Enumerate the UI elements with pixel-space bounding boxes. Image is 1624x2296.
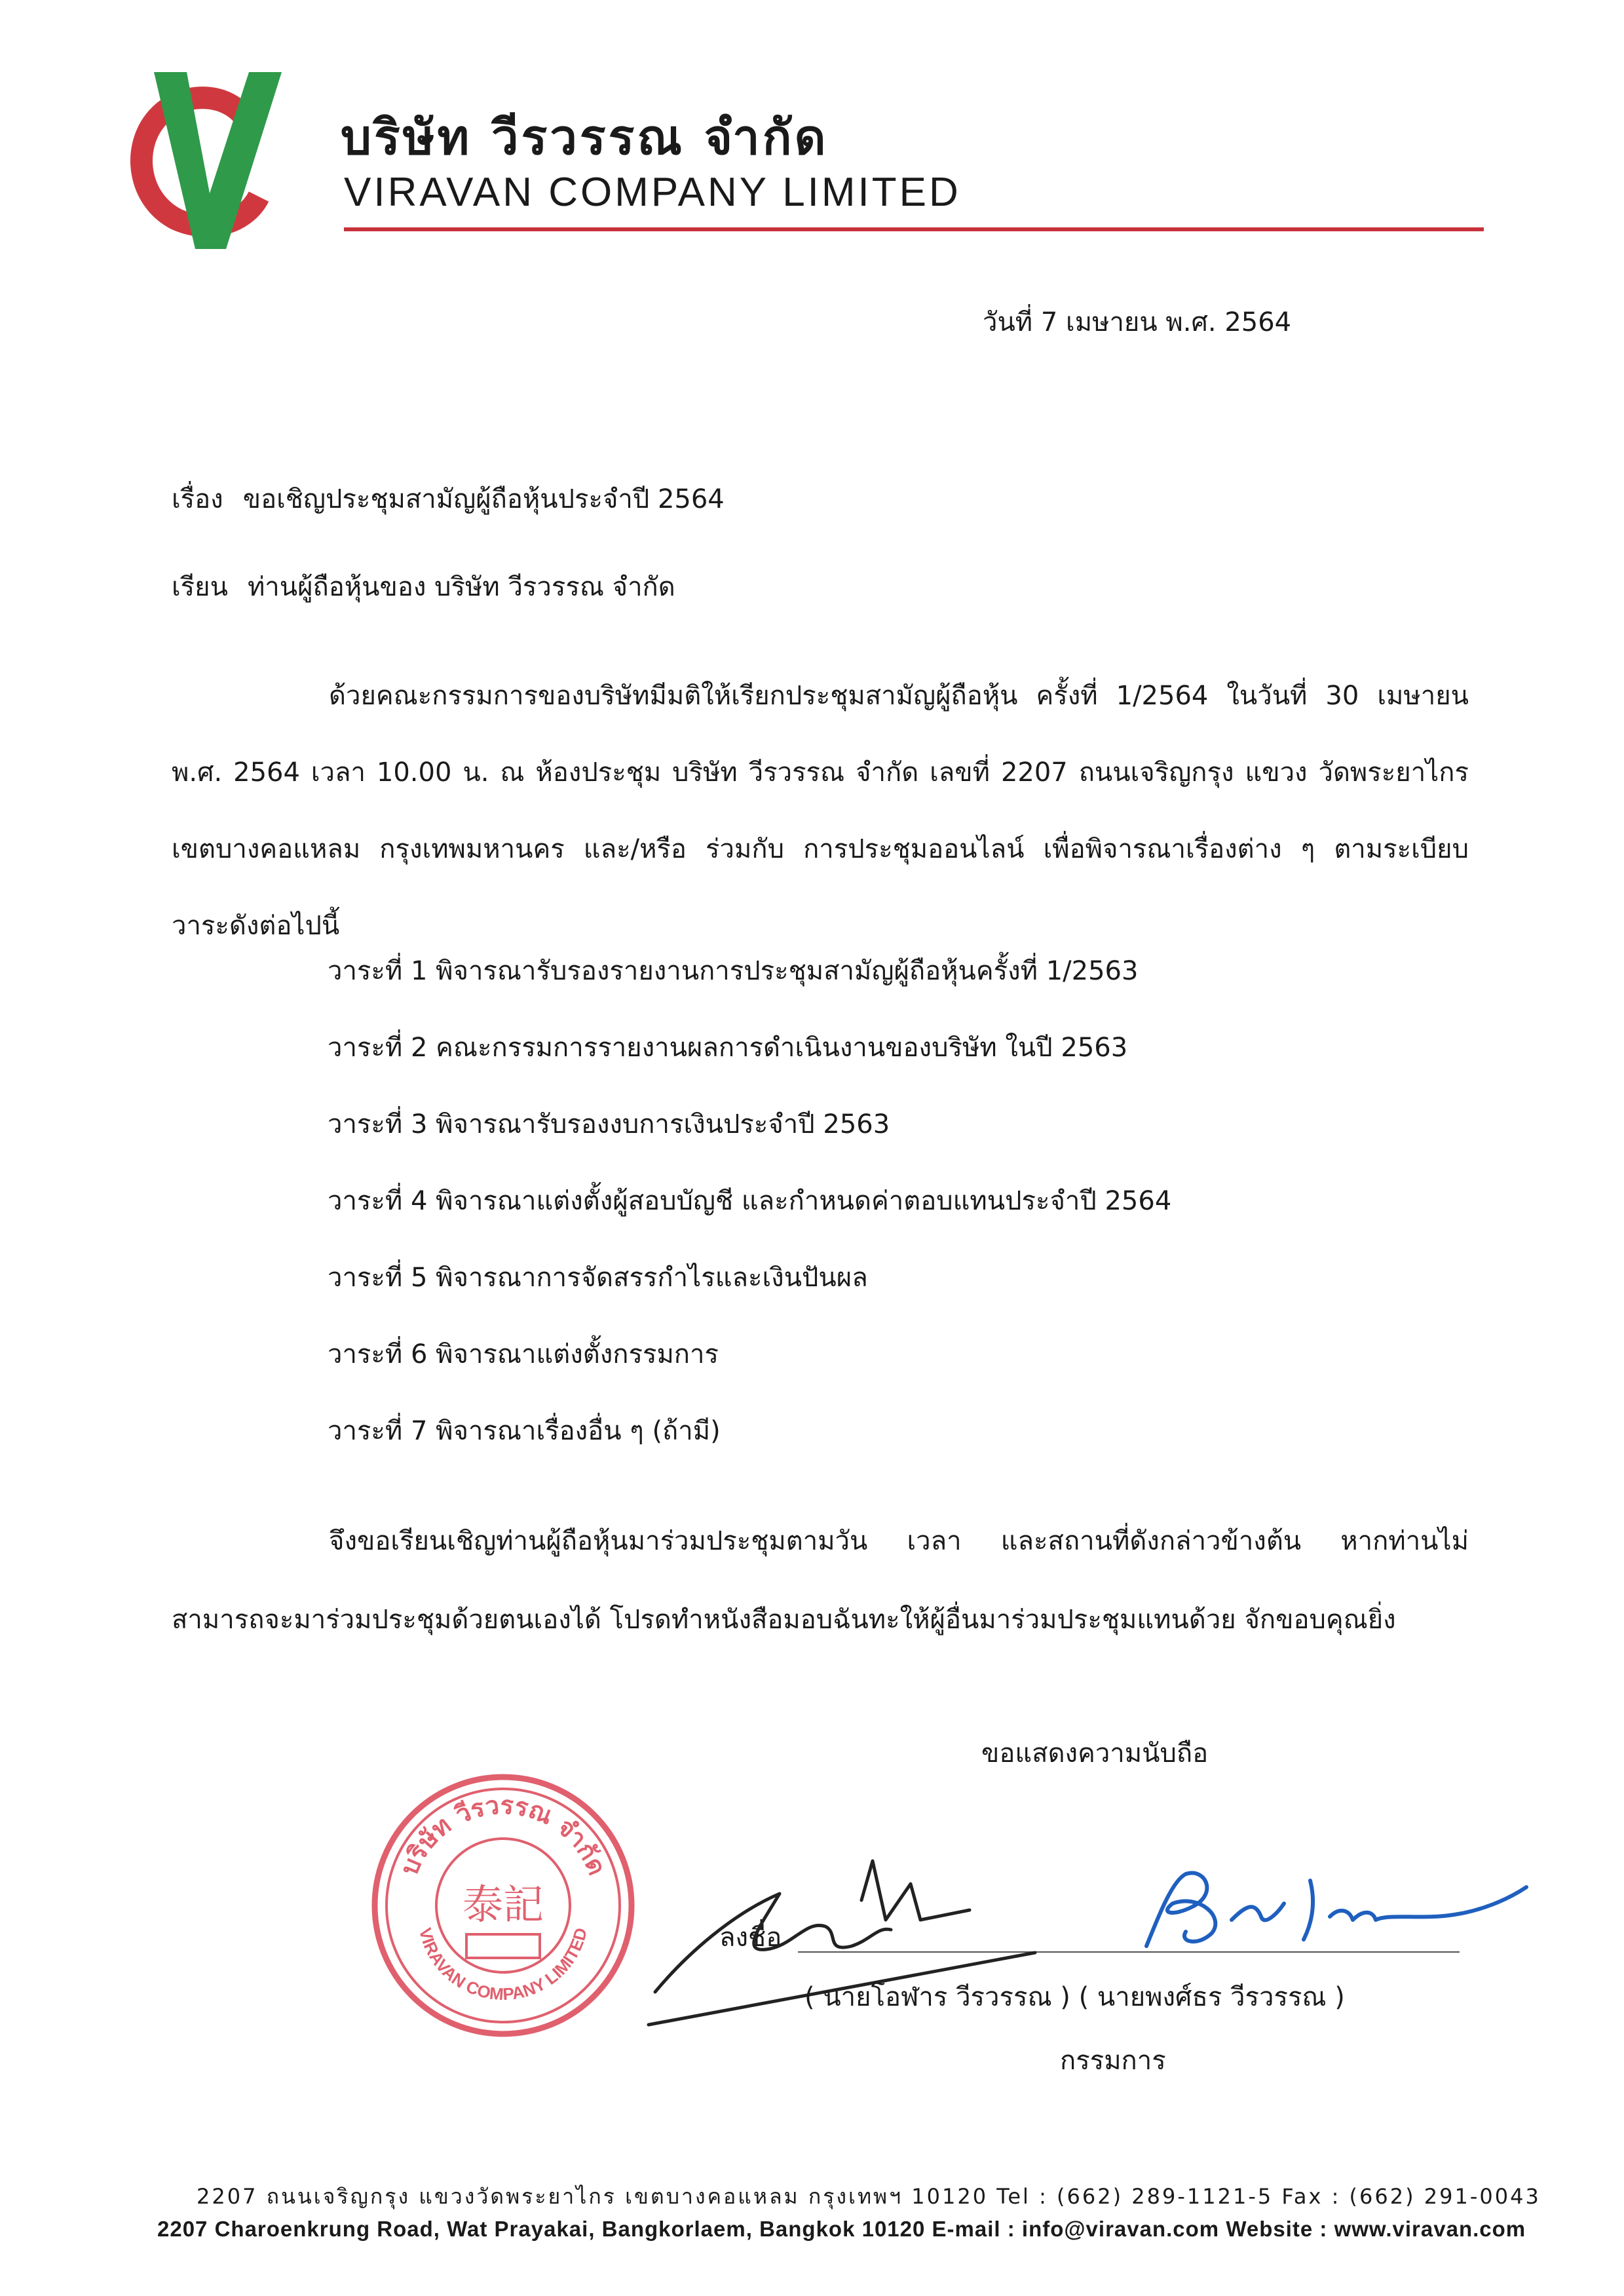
- seal-center-glyphs: 泰記: [462, 1881, 544, 1928]
- closing-paragraph: [172, 1521, 1469, 1679]
- agenda-item: วาระที่ 4 พิจารณาแต่งตั้งผู้สอบบัญชี และกำหนดค่าตอบแทนประจำปี 2564: [328, 1186, 1172, 1216]
- recipient-text: ท่านผู้ถือหุ้นของ บริษัท วีรวรรณ จำกัด: [247, 572, 675, 602]
- paragraph-line: เขตบางคอแหลม กรุงเทพมหานคร และ/หรือ ร่วมกับ การประชุมออนไลน์ เพื่อพิจารณาเรื่องต่าง ๆ ตามระเบียบ: [172, 834, 1469, 864]
- paragraph-line: จึงขอเรียนเชิญท่านผู้ถือหุ้นมาร่วมประชุมตามวัน เวลา และสถานที่ดังกล่าวข้างต้น หากท่านไม่: [329, 1526, 1469, 1556]
- paragraph-line: สามารถจะมาร่วมประชุมด้วยตนเองได้ โปรดทำหนังสือมอบฉันทะให้ผู้อื่นมาร่วมประชุมแทนด้วย จักขอบคุณยิ่ง: [172, 1605, 1396, 1635]
- agenda-item: วาระที่ 6 พิจารณาแต่งตั้งกรรมการ: [328, 1339, 719, 1369]
- footer-address-thai: 2207 ถนนเจริญกรุง แขวงวัดพระยาไกร เขตบางคอแหลม กรุงเทพฯ 10120 Tel : (662) 289-1121-5 Fax : (662) 291-0043: [197, 2184, 1541, 2209]
- seal-text-thai: บริษัท วีรวรรณ จำกัด: [394, 1790, 612, 1880]
- letter-date: วันที่ 7 เมษายน พ.ศ. 2564: [983, 307, 1292, 337]
- agenda-item: วาระที่ 1 พิจารณารับรองรายงานการประชุมสามัญผู้ถือหุ้นครั้งที่ 1/2563: [328, 956, 1139, 986]
- paragraph-line: ด้วยคณะกรรมการของบริษัทมีมติให้เรียกประชุมสามัญผู้ถือหุ้น ครั้งที่ 1/2564 ในวันที่ 30 เมษายน: [329, 681, 1469, 711]
- subject-text: ขอเชิญประชุมสามัญผู้ถือหุ้นประจำปี 2564: [242, 484, 725, 514]
- sign-label: ลงชื่อ: [719, 1923, 782, 1953]
- subject-label: เรื่อง: [172, 484, 223, 514]
- letter-recipient: [172, 567, 675, 607]
- signatory-title: กรรมการ: [1060, 2046, 1166, 2076]
- agenda-item: วาระที่ 7 พิจารณาเรื่องอื่น ๆ (ถ้ามี): [328, 1416, 721, 1446]
- recipient-label: เรียน: [172, 572, 228, 602]
- signatory-names: ( นายโอฬาร วีรวรรณ ) ( นายพงศ์ธร วีรวรรณ ): [804, 1982, 1345, 2012]
- company-name-thai: บริษัท วีรวรรณ จำกัด: [341, 109, 829, 166]
- signature-2-icon: [1114, 1854, 1533, 1966]
- agenda-item: วาระที่ 5 พิจารณาการจัดสรรกำไรและเงินปันผล: [328, 1263, 868, 1293]
- svg-text:VIRAVAN COMPANY LIMITED: [415, 1926, 591, 2004]
- invitation-paragraph: [172, 676, 1469, 983]
- company-logo-icon: [118, 62, 295, 252]
- agenda-item: วาระที่ 2 คณะกรรมการรายงานผลการดำเนินงานของบริษัท ในปี 2563: [328, 1033, 1128, 1063]
- seal-text-english: VIRAVAN COMPANY LIMITED: [415, 1926, 592, 2004]
- company-name-english: VIRAVAN COMPANY LIMITED: [344, 170, 961, 215]
- paragraph-line: พ.ศ. 2564 เวลา 10.00 น. ณ ห้องประชุม บริษัท วีรวรรณ จำกัด เลขที่ 2207 ถนนเจริญกรุง แขวง วัดพระยาไกร: [172, 757, 1469, 788]
- agenda-item: วาระที่ 3 พิจารณารับรองงบการเงินประจำปี 2563: [328, 1109, 890, 1139]
- agenda-list: [328, 951, 1171, 1488]
- paragraph-line: วาระดังต่อไปนี้: [172, 911, 340, 941]
- footer-address-english: 2207 Charoenkrung Road, Wat Prayakai, Bangkorlaem, Bangkok 10120 E-mail : info@viravan.com Website : www.viravan.com: [157, 2217, 1526, 2241]
- closing-regards: ขอแสดงความนับถือ: [981, 1738, 1209, 1769]
- header-divider: [344, 227, 1484, 231]
- company-seal-icon: [368, 1770, 638, 2040]
- letter-subject: [172, 480, 725, 519]
